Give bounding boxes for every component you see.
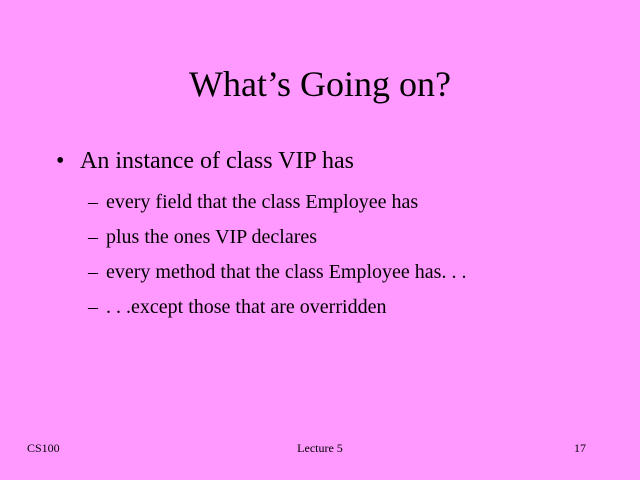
sub-bullet-text: plus the ones VIP declares	[106, 226, 318, 248]
sub-bullet-item	[88, 220, 466, 255]
slide-title: What’s Going on?	[189, 64, 451, 104]
main-bullet-text: An instance of class VIP has	[80, 148, 354, 174]
dash-marker: –	[88, 296, 98, 318]
dash-marker: –	[88, 261, 98, 283]
sub-bullet-item	[88, 255, 466, 290]
main-bullet	[56, 146, 354, 176]
footer-course: CS100	[27, 441, 60, 455]
sub-bullet-text: every field that the class Employee has	[106, 191, 419, 213]
dash-marker: –	[88, 226, 98, 248]
footer-lecture: Lecture 5	[297, 441, 343, 455]
footer-page-number: 17	[574, 441, 586, 455]
sub-bullet-item	[88, 290, 466, 325]
bullet-marker: •	[56, 148, 65, 174]
sub-bullet-item	[88, 185, 466, 220]
dash-marker: –	[88, 191, 98, 213]
sub-bullet-text: . . .except those that are overridden	[106, 296, 387, 318]
sub-bullet-text: every method that the class Employee has. . .	[106, 261, 467, 283]
sub-bullet-list	[88, 185, 466, 325]
